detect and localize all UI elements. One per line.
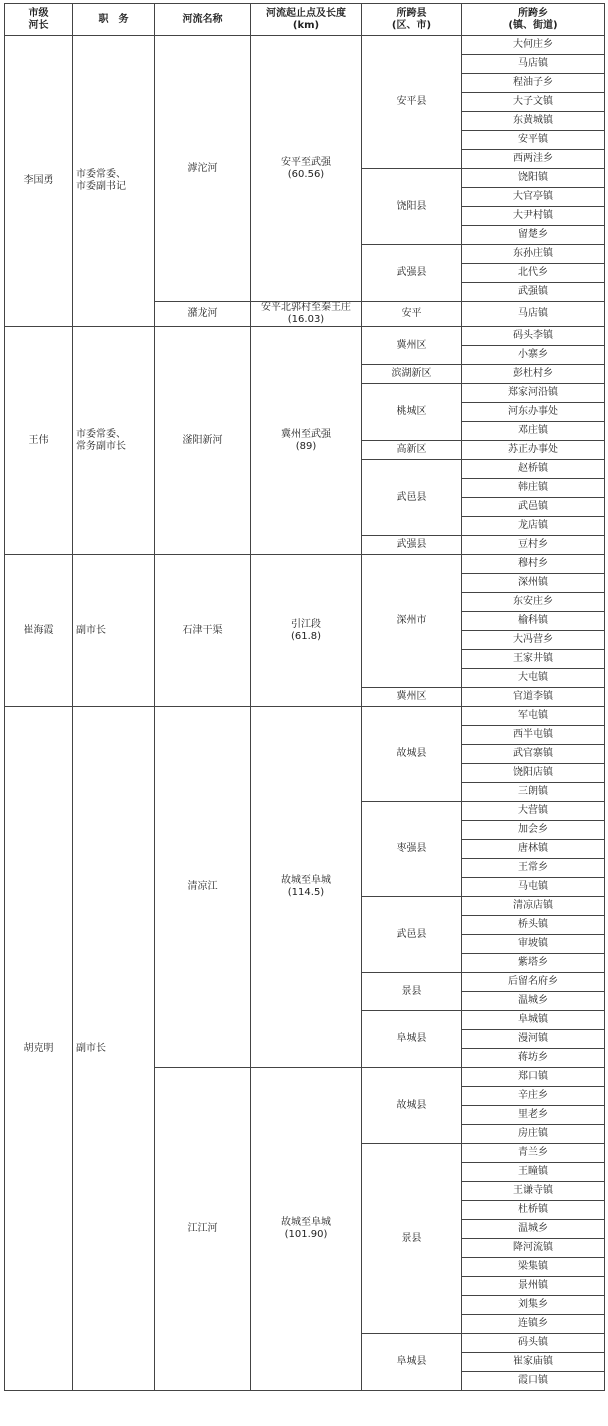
town-cell-text: 温城乡: [518, 995, 548, 1006]
town-cell-text: 码头镇: [518, 1337, 548, 1348]
river-name-cell-text: 潴龙河: [187, 308, 218, 319]
town-cell-text: 房庄镇: [518, 1128, 548, 1139]
town-cell: [462, 441, 605, 460]
town-cell-text: 连镇乡: [518, 1318, 548, 1329]
town-cell-text: 辛庄乡: [518, 1090, 548, 1101]
river-extent-cell-text: 安平北郭村至秦王庄 (16.03): [261, 302, 351, 325]
town-cell-text: 降河流镇: [513, 1242, 553, 1253]
town-cell: [462, 1182, 605, 1201]
town-cell: [462, 131, 605, 150]
town-cell: [462, 1125, 605, 1144]
header-extent: [251, 4, 362, 36]
town-cell-text: 梁集镇: [518, 1261, 548, 1272]
table-row: [5, 327, 605, 346]
chief-name-cell-text: 王伟: [28, 434, 49, 446]
town-cell: [462, 840, 605, 859]
town-cell-text: 小寨乡: [518, 349, 548, 360]
river-extent-cell: [251, 707, 362, 1068]
town-cell: [462, 460, 605, 479]
town-cell-text: 豆村乡: [518, 539, 548, 550]
county-cell: [362, 802, 462, 897]
town-cell-text: 赵桥镇: [518, 463, 548, 474]
header-town: [462, 4, 605, 36]
town-cell: [462, 574, 605, 593]
county-cell-text: 冀州区: [396, 339, 427, 351]
town-cell: [462, 897, 605, 916]
county-cell-text: 枣强县: [396, 843, 427, 854]
county-cell-text: 饶阳县: [396, 200, 427, 212]
river-name-cell: [155, 302, 251, 327]
town-cell: [462, 935, 605, 954]
county-cell-text: 安平县: [396, 96, 427, 107]
town-cell: [462, 954, 605, 973]
county-cell-text: 阜城县: [396, 1033, 427, 1044]
river-name-cell: [155, 1068, 251, 1391]
town-cell-text: 三朗镇: [518, 786, 548, 797]
county-cell-text: 阜城县: [396, 1356, 427, 1367]
river-extent-cell-text: 安平至武强 (60.56): [281, 156, 331, 180]
town-cell-text: 郑口镇: [518, 1071, 548, 1082]
town-cell: [462, 245, 605, 264]
river-name-cell-text: 江江河: [187, 1223, 218, 1234]
river-chief-table: [4, 3, 605, 1391]
town-cell: [462, 1201, 605, 1220]
town-cell: [462, 498, 605, 517]
town-cell-text: 刘集乡: [518, 1299, 548, 1310]
town-cell: [462, 188, 605, 207]
town-cell-text: 唐林镇: [518, 843, 548, 854]
town-cell-text: 王常乡: [518, 862, 548, 873]
town-cell: [462, 1106, 605, 1125]
county-cell: [362, 897, 462, 973]
river-name-cell: [155, 36, 251, 302]
county-cell-text: 武强县: [396, 539, 427, 550]
position-cell-text: 副市长: [76, 624, 106, 636]
town-cell: [462, 327, 605, 346]
header-county-text: 所跨县 (区、市): [391, 7, 432, 31]
town-cell: [462, 226, 605, 245]
county-cell-text: 景县: [401, 985, 422, 997]
county-cell: [362, 365, 462, 384]
town-cell-text: 邓庄镇: [518, 425, 548, 436]
town-cell: [462, 669, 605, 688]
town-cell: [462, 1334, 605, 1353]
town-cell: [462, 517, 605, 536]
header-river-text: 河流名称: [182, 13, 223, 25]
town-cell-text: 景州镇: [518, 1280, 548, 1291]
town-cell: [462, 688, 605, 707]
table-row: [5, 555, 605, 574]
table-body: [5, 36, 605, 1391]
town-cell-text: 加会乡: [518, 824, 548, 835]
town-cell-text: 崔家庙镇: [513, 1356, 553, 1367]
town-cell-text: 西半屯镇: [513, 729, 553, 740]
town-cell: [462, 403, 605, 422]
county-cell-text: 深州市: [396, 615, 427, 626]
header-extent-text: 河流起止点及长度 (km): [266, 7, 346, 31]
town-cell-text: 温城乡: [518, 1223, 548, 1234]
town-cell: [462, 745, 605, 764]
river-extent-cell: [251, 555, 362, 707]
county-cell: [362, 384, 462, 441]
position-cell-text: 市委常委、 市委副书记: [76, 169, 126, 192]
position-cell: [73, 36, 155, 327]
position-cell: [73, 327, 155, 555]
town-cell: [462, 992, 605, 1011]
county-cell-text: 高新区: [396, 444, 427, 455]
town-cell: [462, 821, 605, 840]
town-cell-text: 王谦寺镇: [513, 1185, 553, 1196]
town-cell: [462, 1258, 605, 1277]
town-cell: [462, 36, 605, 55]
town-cell: [462, 764, 605, 783]
town-cell-text: 大何庄乡: [513, 39, 553, 50]
town-cell-text: 里老乡: [518, 1109, 548, 1120]
river-extent-cell-text: 冀州至武强 (89): [281, 428, 331, 452]
town-cell-text: 安平镇: [518, 134, 548, 145]
header-chief-text: 市级 河长: [28, 7, 49, 31]
town-cell-text: 大营镇: [518, 805, 548, 816]
river-name-cell-text: 滹沱河: [187, 162, 218, 174]
town-cell: [462, 169, 605, 188]
county-cell-text: 景县: [401, 1232, 422, 1244]
town-cell: [462, 783, 605, 802]
county-cell: [362, 555, 462, 688]
town-cell-text: 大官亭镇: [513, 191, 553, 202]
town-cell: [462, 612, 605, 631]
river-extent-cell: [251, 1068, 362, 1391]
river-name-cell-text: 清凉江: [187, 881, 218, 892]
town-cell: [462, 973, 605, 992]
town-cell: [462, 384, 605, 403]
town-cell: [462, 878, 605, 897]
header-position-text: 职 务: [98, 13, 129, 25]
town-cell-text: 武强镇: [518, 286, 548, 297]
county-cell: [362, 1011, 462, 1068]
town-cell: [462, 112, 605, 131]
county-cell-text: 冀州区: [396, 691, 427, 702]
town-cell: [462, 1277, 605, 1296]
county-cell: [362, 688, 462, 707]
header-chief: [5, 4, 73, 36]
town-cell: [462, 55, 605, 74]
town-cell: [462, 302, 605, 327]
river-extent-cell-text: 故城至阜城 (114.5): [281, 875, 331, 898]
town-cell: [462, 1068, 605, 1087]
town-cell-text: 武邑镇: [518, 501, 548, 512]
town-cell: [462, 916, 605, 935]
town-cell: [462, 802, 605, 821]
town-cell-text: 东安庄乡: [513, 596, 553, 607]
river-name-cell: [155, 707, 251, 1068]
town-cell-text: 漫河镇: [518, 1033, 548, 1044]
town-cell-text: 东黄城镇: [513, 115, 553, 126]
county-cell-text: 安平: [401, 308, 422, 319]
town-cell: [462, 74, 605, 93]
table-row: [5, 36, 605, 55]
town-cell: [462, 1353, 605, 1372]
table-row: [5, 707, 605, 726]
town-cell: [462, 346, 605, 365]
town-cell: [462, 93, 605, 112]
town-cell-text: 深州镇: [518, 577, 548, 588]
river-name-cell: [155, 555, 251, 707]
town-cell: [462, 1144, 605, 1163]
town-cell-text: 青兰乡: [518, 1147, 548, 1158]
river-name-cell-text: 滏阳新河: [182, 434, 223, 446]
county-cell: [362, 302, 462, 327]
county-cell-text: 桃城区: [396, 406, 427, 417]
town-cell-text: 马店镇: [518, 308, 548, 319]
town-cell: [462, 1011, 605, 1030]
header-county: [362, 4, 462, 36]
town-cell: [462, 707, 605, 726]
county-cell-text: 故城县: [396, 1099, 427, 1111]
river-extent-cell: [251, 36, 362, 302]
town-cell: [462, 207, 605, 226]
town-cell: [462, 859, 605, 878]
chief-name-cell: [5, 555, 73, 707]
county-cell: [362, 327, 462, 365]
county-cell: [362, 1334, 462, 1391]
town-cell-text: 马屯镇: [518, 881, 548, 892]
county-cell: [362, 1144, 462, 1334]
county-cell-text: 武邑县: [396, 491, 427, 503]
town-cell: [462, 150, 605, 169]
town-cell: [462, 1315, 605, 1334]
county-cell: [362, 1068, 462, 1144]
town-cell-text: 码头李镇: [513, 330, 553, 341]
town-cell-text: 清凉店镇: [513, 900, 553, 911]
town-cell-text: 审坡镇: [518, 938, 548, 949]
town-cell-text: 穆村乡: [518, 558, 548, 569]
town-cell: [462, 650, 605, 669]
county-cell: [362, 536, 462, 555]
town-cell-text: 后留名府乡: [508, 976, 558, 987]
town-cell-text: 紫塔乡: [518, 957, 548, 968]
town-cell-text: 王家井镇: [513, 653, 553, 664]
town-cell: [462, 1049, 605, 1068]
town-cell-text: 留楚乡: [518, 229, 548, 240]
river-extent-cell: [251, 302, 362, 327]
river-extent-cell-text: 引江段 (61.8): [290, 618, 322, 642]
chief-name-cell: [5, 327, 73, 555]
county-cell-text: 故城县: [396, 748, 427, 759]
town-cell-text: 程油子乡: [513, 77, 553, 88]
header-position: [73, 4, 155, 36]
town-cell: [462, 1296, 605, 1315]
town-cell: [462, 631, 605, 650]
town-cell-text: 饶阳店镇: [513, 767, 553, 778]
river-name-cell: [155, 327, 251, 555]
town-cell-text: 郑家河沿镇: [508, 387, 558, 398]
chief-name-cell: [5, 707, 73, 1391]
town-cell-text: 马店镇: [518, 58, 548, 69]
position-cell: [73, 707, 155, 1391]
town-cell-text: 大冯营乡: [513, 634, 553, 645]
river-extent-cell: [251, 327, 362, 555]
town-cell: [462, 1372, 605, 1391]
town-cell-text: 彭杜村乡: [513, 368, 553, 379]
town-cell-text: 龙店镇: [518, 520, 548, 531]
chief-name-cell-text: 崔海霞: [23, 624, 54, 636]
river-name-cell-text: 石津干渠: [182, 624, 223, 636]
town-cell: [462, 536, 605, 555]
town-cell: [462, 1239, 605, 1258]
chief-name-cell-text: 李国勇: [23, 175, 54, 186]
town-cell: [462, 1220, 605, 1239]
town-cell: [462, 365, 605, 384]
town-cell: [462, 1030, 605, 1049]
header-row: [5, 4, 605, 36]
county-cell: [362, 245, 462, 302]
county-cell-text: 滨湖新区: [391, 368, 432, 379]
position-cell: [73, 555, 155, 707]
town-cell-text: 东孙庄镇: [513, 248, 553, 259]
town-cell-text: 霞口镇: [518, 1375, 548, 1386]
town-cell: [462, 1163, 605, 1182]
town-cell-text: 官道李镇: [513, 691, 553, 702]
town-cell-text: 苏正办事处: [508, 444, 558, 455]
town-cell: [462, 593, 605, 612]
town-cell: [462, 422, 605, 441]
town-cell-text: 韩庄镇: [518, 482, 548, 493]
county-cell: [362, 460, 462, 536]
town-cell-text: 武官寨镇: [513, 748, 553, 759]
county-cell: [362, 707, 462, 802]
county-cell: [362, 36, 462, 169]
county-cell: [362, 169, 462, 245]
town-cell-text: 饶阳镇: [518, 172, 548, 183]
town-cell-text: 桥头镇: [518, 919, 548, 930]
town-cell-text: 大子文镇: [513, 96, 553, 107]
town-cell-text: 河东办事处: [508, 406, 558, 417]
town-cell: [462, 726, 605, 745]
county-cell: [362, 441, 462, 460]
town-cell-text: 蒋坊乡: [518, 1052, 548, 1063]
town-cell-text: 王瞳镇: [518, 1166, 548, 1177]
chief-name-cell-text: 胡克明: [23, 1042, 54, 1054]
position-cell-text: 市委常委、 常务副市长: [76, 428, 126, 452]
town-cell-text: 西两洼乡: [513, 153, 553, 164]
county-cell-text: 武邑县: [396, 928, 427, 940]
chief-name-cell: [5, 36, 73, 327]
town-cell-text: 大屯镇: [518, 672, 548, 683]
position-cell-text: 副市长: [76, 1042, 106, 1054]
county-cell-text: 武强县: [396, 267, 427, 278]
town-cell-text: 阜城镇: [518, 1014, 548, 1025]
town-cell-text: 北代乡: [518, 267, 548, 278]
town-cell-text: 大尹村镇: [513, 210, 553, 221]
town-cell: [462, 479, 605, 498]
town-cell-text: 军屯镇: [518, 710, 548, 721]
county-cell: [362, 973, 462, 1011]
header-river: [155, 4, 251, 36]
header-town-text: 所跨乡 (镇、街道): [508, 7, 558, 31]
river-extent-cell-text: 故城至阜城 (101.90): [281, 1217, 331, 1240]
town-cell: [462, 555, 605, 574]
town-cell-text: 杜桥镇: [518, 1204, 548, 1215]
town-cell-text: 榆科镇: [518, 615, 548, 626]
town-cell: [462, 283, 605, 302]
town-cell: [462, 264, 605, 283]
town-cell: [462, 1087, 605, 1106]
